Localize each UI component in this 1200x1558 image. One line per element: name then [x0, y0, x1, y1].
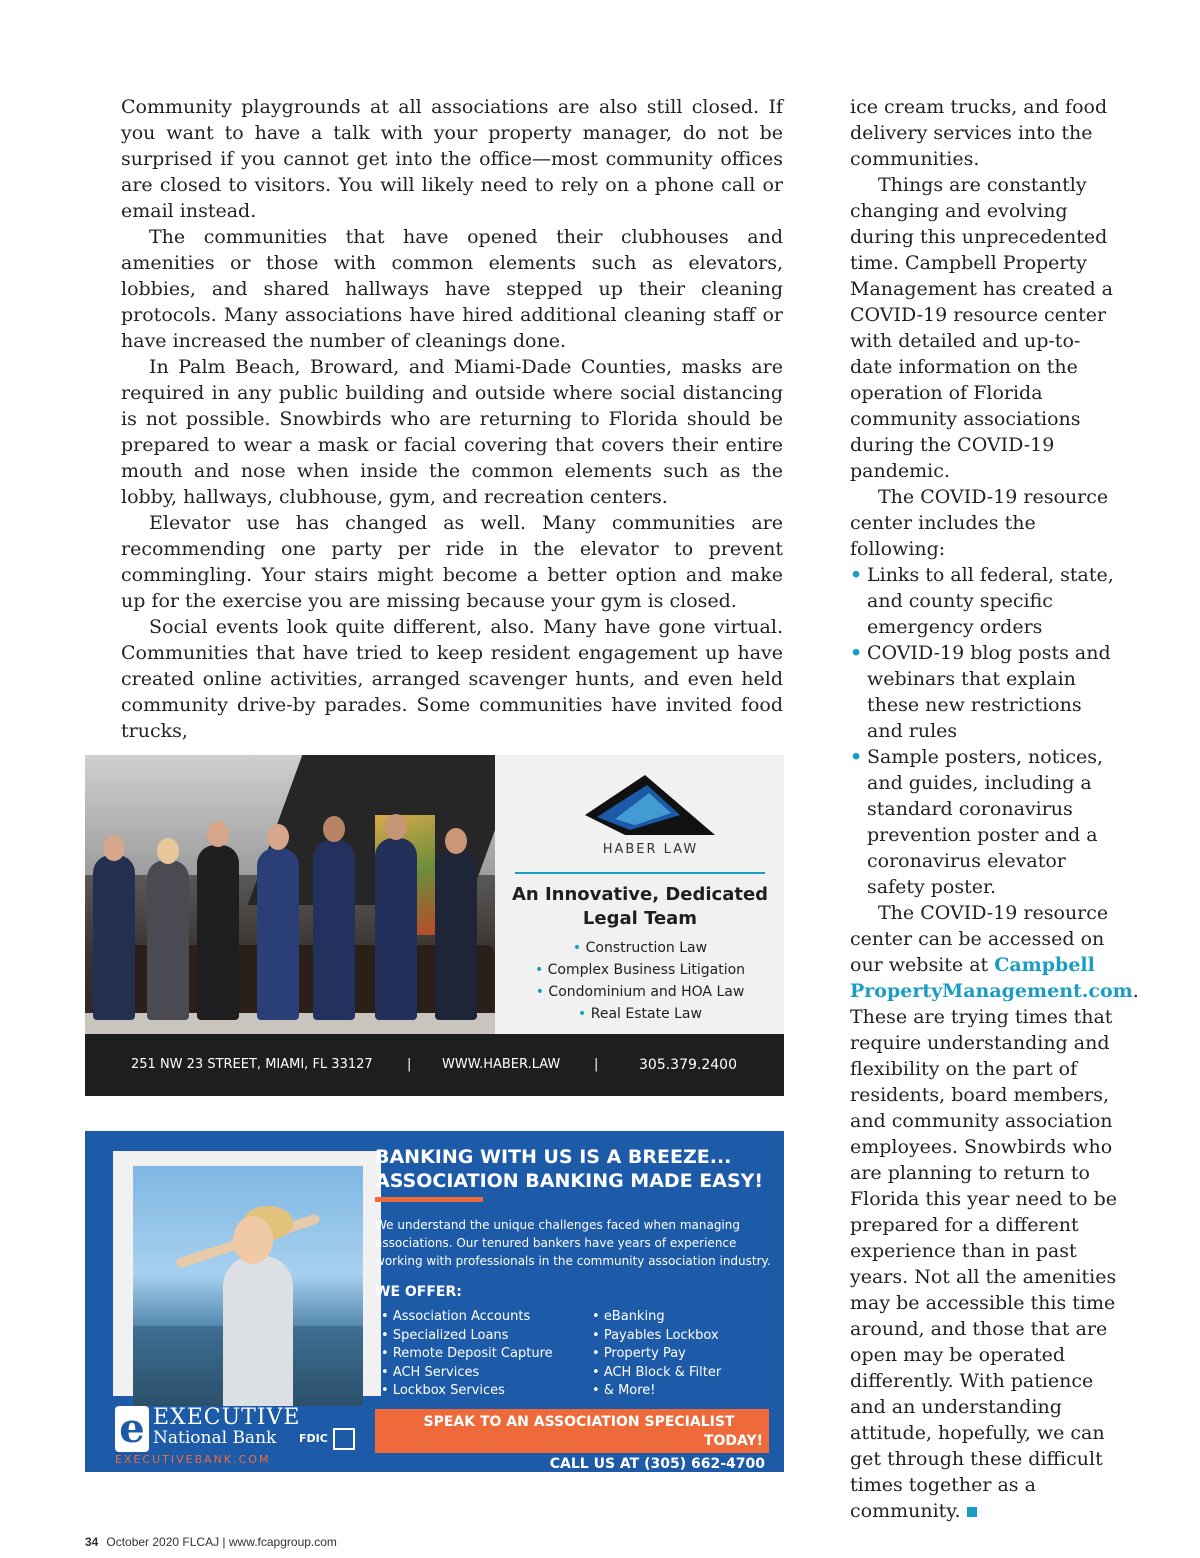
website[interactable]: WWW.HABER.LAW: [442, 1057, 561, 1072]
ad-headline: [375, 1145, 775, 1193]
haber-law-logo-icon: [585, 775, 715, 835]
ad-intro: We understand the unique challenges faced when managing associations. Our tenured bankers have years of experience working with professionals in the community association industry.: [375, 1218, 771, 1268]
end-mark-icon: [967, 1507, 977, 1517]
divider: [375, 1197, 483, 1202]
bank-logo-icon: e: [115, 1406, 149, 1452]
list-item: • Remote Deposit Capture: [381, 1345, 553, 1364]
list-item: • ACH Block & Filter: [592, 1364, 721, 1383]
cta-line-2: TODAY!: [703, 1433, 763, 1449]
person-figure: [147, 860, 189, 1020]
list-item: [850, 744, 1118, 900]
service-label: Real Estate Law: [590, 1006, 702, 1022]
list-item-text: COVID-19 blog posts and webinars that explain these new restrictions and rules: [867, 642, 1111, 742]
address: 251 NW 23 STREET, MIAMI, FL 33127: [131, 1057, 373, 1072]
list-item: • ACH Services: [381, 1364, 553, 1383]
person-figure: [93, 855, 135, 1020]
service-label: Condominium and HOA Law: [548, 984, 745, 1000]
firm-name: HABER LAW: [602, 842, 699, 857]
issue-info: October 2020 FLCAJ | www.fcapgroup.com: [106, 1535, 337, 1549]
separator: |: [594, 1057, 599, 1072]
list-item: • Association Accounts: [381, 1308, 553, 1327]
main-article-column: [121, 94, 783, 744]
woman-photo: [133, 1166, 363, 1406]
resource-list: [850, 562, 1118, 900]
list-item: • Construction Law: [572, 940, 708, 956]
list-item: • Property Pay: [592, 1345, 721, 1364]
side-article-column: [850, 94, 1139, 1524]
list-item: [850, 640, 1118, 744]
list-item: • Complex Business Litigation: [534, 962, 746, 978]
bullet-icon: •: [850, 564, 863, 586]
phone-number[interactable]: 305.379.2400: [639, 1057, 737, 1073]
bullet-icon: •: [850, 642, 863, 664]
service-list: [505, 937, 775, 1025]
divider: [515, 872, 765, 874]
list-item: • & More!: [592, 1382, 721, 1401]
person-figure: [257, 848, 299, 1020]
article-paragraph: Social events look quite different, also. Many have gone virtual. Communities that have tried to keep resident engagement up have created online activities, arranged scavenger hunts, and even held community drive-by parades. Some communities have invited food trucks,: [121, 616, 783, 742]
bullet-icon: •: [850, 746, 863, 768]
side-paragraph-3: The COVID-19 resource center includes the following:: [850, 486, 1109, 560]
bank-name-line-1: EXECUTIVE: [153, 1405, 301, 1430]
offer-list-left: [381, 1308, 553, 1401]
person-figure: [197, 845, 239, 1020]
bank-logo: [115, 1406, 355, 1472]
service-label: Complex Business Litigation: [547, 962, 746, 978]
person-figure: [313, 840, 355, 1020]
call-phone[interactable]: CALL US AT (305) 662-4700: [549, 1456, 765, 1472]
offer-list-right: [592, 1308, 721, 1401]
headline-line-2: ASSOCIATION BANKING MADE EASY!: [375, 1170, 764, 1192]
list-item: • Specialized Loans: [381, 1327, 553, 1346]
fdic-badge: FDIC: [299, 1432, 328, 1445]
separator: |: [407, 1057, 412, 1072]
bank-url[interactable]: EXECUTIVEBANK.COM: [115, 1453, 271, 1466]
website-link[interactable]: Campbell PropertyManagement.com: [850, 954, 1133, 1002]
side-paragraph-1: ice cream trucks, and food delivery services into the communities.: [850, 96, 1108, 170]
haber-law-ad: [85, 755, 784, 1096]
article-paragraph: Community playgrounds at all associations are also still closed. If you want to have a talk with your property manager, do not be surprised if you cannot get into the office—most community offices are closed to visitors. You will likely need to rely on a phone call or email instead.: [121, 96, 783, 222]
ad-headline: An Innovative, Dedicated Legal Team: [511, 884, 769, 929]
headline-line-1: BANKING WITH US IS A BREEZE...: [375, 1146, 732, 1168]
executive-bank-ad: [85, 1131, 784, 1472]
side-paragraph-4: [850, 900, 1139, 1524]
page-number: 34: [85, 1535, 99, 1549]
article-paragraph: Elevator use has changed as well. Many communities are recommending one party per ride in the elevator to prevent commingling. Your stairs might become a better option and make up for the exercise you are missing because your gym is closed.: [121, 512, 783, 612]
article-paragraph: The communities that have opened their clubhouses and amenities or those with common elements such as elevators, lobbies, and shared hallways have stepped up their cleaning protocols. Many associations have hired additional cleaning staff or have increased the number of cleanings done.: [121, 226, 783, 352]
cta-banner: [375, 1409, 769, 1453]
page-footer: [85, 1535, 337, 1549]
list-item-text: Sample posters, notices, and guides, including a standard coronavirus prevention poster and a coronavirus elevator safety poster.: [867, 746, 1104, 898]
list-item: • Payables Lockbox: [592, 1327, 721, 1346]
list-item-text: Links to all federal, state, and county specific emergency orders: [867, 564, 1114, 638]
team-photo: [85, 755, 495, 1034]
cta-line-1: SPEAK TO AN ASSOCIATION SPECIALIST: [423, 1414, 735, 1430]
side-paragraph-4-body: . These are trying times that require understanding and flexibility on the part of residents, board members, and community association employees. Snowbirds who are planning to return to Florida this year need to be prepared for a different experience than in past years. Not all the amenities may be accessible this time around, and those that are open may be operated differently. With patience and an understanding attitude, hopefully, we can get through these difficult times together as a community.: [850, 980, 1139, 1522]
side-paragraph-4-lead: The COVID-19 resource center can be accessed on our website at: [850, 902, 1109, 976]
list-item: • Real Estate Law: [578, 1006, 702, 1022]
bank-name-line-2: National Bank: [153, 1428, 277, 1448]
offer-heading: WE OFFER:: [375, 1284, 462, 1300]
list-item: • Condominium and HOA Law: [535, 984, 745, 1000]
person-figure: [375, 838, 417, 1020]
list-item: • Lockbox Services: [381, 1382, 553, 1401]
person-figure: [435, 850, 477, 1020]
contact-bar: [85, 1034, 784, 1096]
list-item: • eBanking: [592, 1308, 721, 1327]
article-paragraph: In Palm Beach, Broward, and Miami-Dade Counties, masks are required in any public building and outside where social distancing is not possible. Snowbirds who are returning to Florida should be prepared to wear a mask or facial covering that covers their entire mouth and nose when inside the common elements such as the lobby, hallways, clubhouse, gym, and recreation centers.: [121, 356, 783, 508]
equal-housing-icon: [333, 1428, 355, 1450]
service-label: Construction Law: [585, 940, 708, 956]
side-paragraph-2: Things are constantly changing and evolving during this unprecedented time. Campbell Property Management has created a COVID-19 resource center with detailed and up-to-date information on the operation of Florida community associations during the COVID-19 pandemic.: [850, 174, 1113, 482]
list-item: [850, 562, 1118, 640]
